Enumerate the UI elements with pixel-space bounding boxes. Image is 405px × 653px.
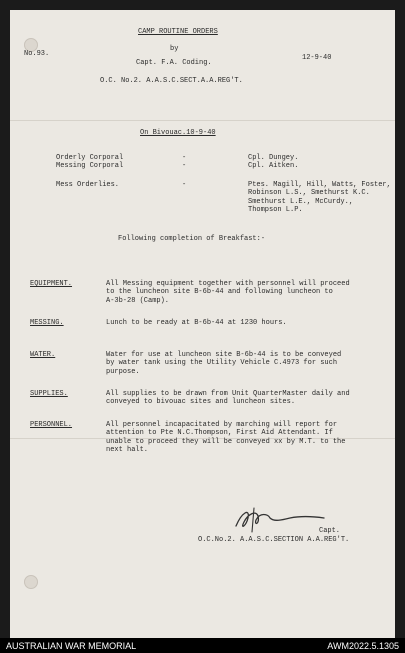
- document-date: 12-9-40: [302, 54, 332, 62]
- duty-names: Ptes. Magill, Hill, Watts, Foster, Robinson L.S., Smethurst K.C. Smethurst L.E., McCurdy., Thompson L.P.: [248, 181, 391, 215]
- duty-dash: -: [182, 181, 187, 189]
- following-line: Following completion of Breakfast:-: [118, 235, 266, 243]
- author: Capt. F.A. Coding.: [136, 59, 212, 67]
- duty-names: Cpl. Aitken.: [248, 162, 299, 170]
- duty-dash: -: [182, 162, 187, 170]
- item-label: WATER.: [30, 351, 56, 359]
- item-label: EQUIPMENT.: [30, 280, 73, 288]
- footer-accession-number: AWM2022.5.1305: [327, 641, 399, 651]
- document-title: CAMP ROUTINE ORDERS: [138, 28, 218, 36]
- duty-names: Cpl. Dungey.: [248, 154, 299, 162]
- fold-line: [10, 120, 395, 121]
- duty-role: Orderly Corporal: [56, 154, 124, 162]
- section-heading: On Bivouac.10-9-40: [140, 129, 216, 137]
- unit-line: O.C. No.2. A.A.S.C.SECT.A.A.REG'T.: [100, 77, 243, 85]
- footer-bar: [0, 638, 405, 653]
- item-text: All personnel incapacitated by marching will report for attention to Pte N.C.Thompson, First Aid Attendant. If unable to proceed they will be conveyed xx by M.T. to the next halt.: [106, 421, 346, 455]
- signature-unit: O.C.No.2. A.A.S.C.SECTION A.A.REG'T.: [198, 536, 350, 544]
- item-label: PERSONNEL.: [30, 421, 73, 429]
- item-text: All Messing equipment together with personnel will proceed to the luncheon site B-6b-44 and following luncheon to A-3b-28 (Camp).: [106, 280, 350, 305]
- handwritten-signature: [232, 504, 332, 536]
- footer-institution: AUSTRALIAN WAR MEMORIAL: [6, 641, 137, 651]
- order-number: No.93.: [24, 50, 50, 58]
- item-text: All supplies to be drawn from Unit QuarterMaster daily and conveyed to bivouac sites and luncheon sites.: [106, 390, 350, 407]
- item-label: MESSING.: [30, 319, 64, 327]
- punch-hole: [24, 575, 38, 589]
- item-text: Lunch to be ready at B-6b-44 at 1230 hours.: [106, 319, 287, 327]
- item-text: Water for use at luncheon site B-6b-44 is to be conveyed by water tank using the Utility Vehicle C.4973 for such purpose.: [106, 351, 342, 376]
- by-line: by: [170, 45, 179, 53]
- duty-role: Messing Corporal: [56, 162, 124, 170]
- item-label: SUPPLIES.: [30, 390, 68, 398]
- signature-rank: Capt.: [319, 527, 341, 535]
- document-page: [10, 10, 395, 638]
- duty-dash: -: [182, 154, 187, 162]
- duty-role: Mess Orderlies.: [56, 181, 120, 189]
